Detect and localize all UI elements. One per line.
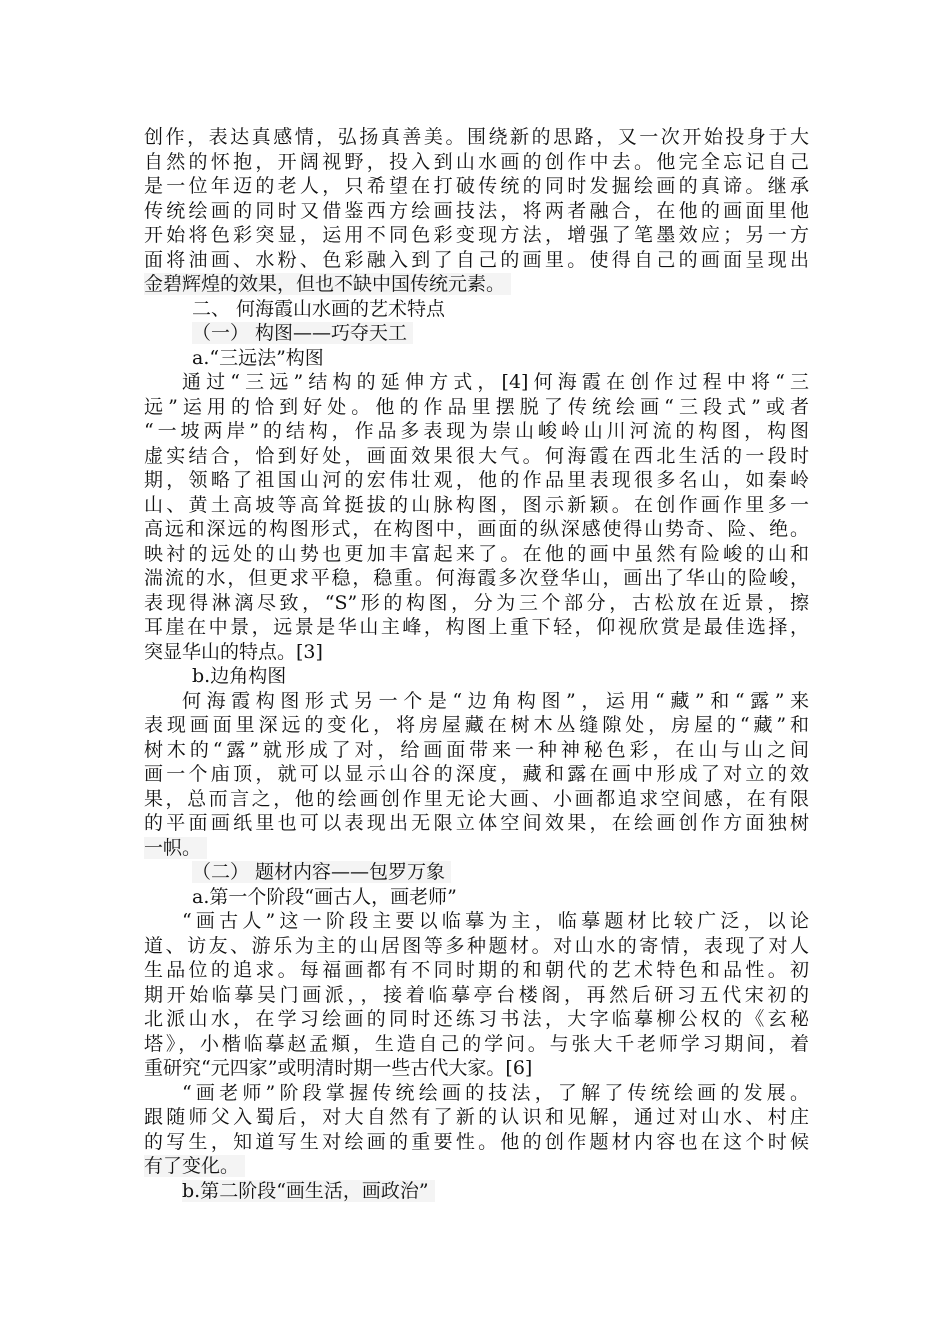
text-line: 自然的怀抱，开阔视野，投入到山水画的创作中去。他完全忘记自己 — [144, 150, 809, 173]
item-heading: b.第二阶段“画生活，画政治” — [144, 1179, 809, 1204]
text-line: 果，总而言之，他的绘画创作里无论大画、小画都追求空间感，在有限 — [144, 787, 809, 810]
item-heading: a.“三远法”构图 — [192, 346, 324, 369]
text-line: 远”运用的恰到好处。他的作品里摆脱了传统绘画“三段式”或者 — [144, 395, 809, 418]
text-line: 的平面画纸里也可以表现出无限立体空间效果，在绘画创作方面独树 — [144, 812, 809, 834]
text-line: 塔》，小楷临摹赵孟頫，生造自己的学问。与张大千老师学习期间，着 — [144, 1032, 809, 1055]
text-line: 开始将色彩突显，运用不同色彩变现方法，增强了笔墨效应；另一方 — [144, 224, 809, 246]
text-line: 树木的“露”就形成了对，给画面带来一种神秘色彩，在山与山之间 — [144, 738, 809, 761]
text-line: 跟随师父入蜀后，对大自然有了新的认识和见解，通过对山水、村庄 — [144, 1106, 809, 1128]
text-line: 表现画面里深远的变化，将房屋藏在树木丛缝隙处，房屋的“藏”和 — [144, 714, 809, 736]
text-line: 通过“三远”结构的延伸方式，[4]何海霞在创作过程中将“三 — [182, 371, 809, 393]
text-line: 北派山水，在学习绘画的同时还练习书法，大字临摹柳公权的《玄秘 — [144, 1008, 809, 1030]
text-line: 高远和深远的构图形式，在构图中，画面的纵深感使得山势奇、险、绝。 — [144, 518, 809, 540]
text-line: 的写生，知道写生对绘画的重要性。他的创作题材内容也在这个时候 — [144, 1130, 809, 1153]
text-line: 虚实结合，恰到好处，画面效果很大气。何海霞在西北生活的一段时 — [144, 444, 809, 467]
paragraph — [144, 909, 809, 1081]
text-line: 画一个庙顶，就可以显示山谷的深度，藏和露在画中形成了对立的效 — [144, 763, 809, 785]
text-line: 金碧辉煌的效果，但也不缺中国传统元素。 — [144, 272, 809, 297]
text-line: 何海霞构图形式另一个是“边角构图”，运用“藏”和“露”来 — [182, 689, 809, 712]
subsection-heading: （二） 题材内容——包罗万象 — [144, 860, 809, 885]
text-line: 道、访友、游乐为主的山居图等多种题材。对山水的寄情，表现了对人 — [144, 934, 809, 957]
text-line: 生品位的追求。每福画都有不同时期的和朝代的艺术特色和品性。初 — [144, 959, 809, 981]
subsection-heading: （一） 构图——巧夺天工 — [144, 321, 809, 346]
paragraph — [144, 125, 809, 297]
text-line: 表现得淋漓尽致，“S”形的构图，分为三个部分，古松放在近景，擦 — [144, 591, 809, 614]
text-line: 重研究“元四家”或明清时期一些古代大家。[6] — [144, 1057, 533, 1079]
text-line: “画老师”阶段掌握传统绘画的技法，了解了传统绘画的发展。 — [182, 1081, 809, 1104]
text-line: “一坡两岸”的结构，作品多表现为崇山峻岭山川河流的构图，构图 — [144, 420, 809, 442]
text-line: 期，领略了祖国山河的宏伟壮观，他的作品里表现很多名山，如秦岭 — [144, 469, 809, 491]
text-line: 山、黄土高坡等高耸挺拔的山脉构图，图示新颖。在创作画作里多一 — [144, 493, 809, 516]
paragraph — [144, 1081, 809, 1179]
text-line: 突显华山的特点。[3] — [144, 640, 323, 663]
document-page — [144, 125, 809, 1203]
text-line: 耳崖在中景，远景是华山主峰，构图上重下轻，仰视欣赏是最佳选择， — [144, 616, 809, 638]
item-heading: a.第一个阶段“画古人，画老师” — [192, 885, 457, 908]
text-line: 有了变化。 — [144, 1154, 809, 1179]
text-line: 映衬的远处的山势也更加丰富起来了。在他的画中虽然有险峻的山和 — [144, 542, 809, 565]
item-heading: b.边角构图 — [192, 665, 287, 687]
text-line: 面将油画、水粉、色彩融入到了自己的画里。使得自己的画面呈现出 — [144, 248, 809, 271]
section-heading: 二、 何海霞山水画的艺术特点 — [192, 297, 446, 320]
text-line: 湍流的水，但更求平稳，稳重。何海霞多次登华山，画出了华山的险峻， — [144, 567, 809, 589]
text-line: “画古人”这一阶段主要以临摹为主，临摹题材比较广泛，以论 — [182, 910, 809, 932]
text-line: 传统绘画的同时又借鉴西方绘画技法，将两者融合，在他的画面里他 — [144, 199, 809, 222]
text-line: 一帜。 — [144, 836, 809, 861]
paragraph — [144, 689, 809, 861]
paragraph — [144, 370, 809, 664]
text-line: 创作，表达真感情，弘扬真善美。围绕新的思路，又一次开始投身于大 — [144, 126, 809, 148]
text-line: 是一位年迈的老人，只希望在打破传统的同时发掘绘画的真谛。继承 — [144, 175, 809, 197]
text-line: 期开始临摹吴门画派，，接着临摹亭台楼阁，再然后研习五代宋初的 — [144, 983, 809, 1006]
